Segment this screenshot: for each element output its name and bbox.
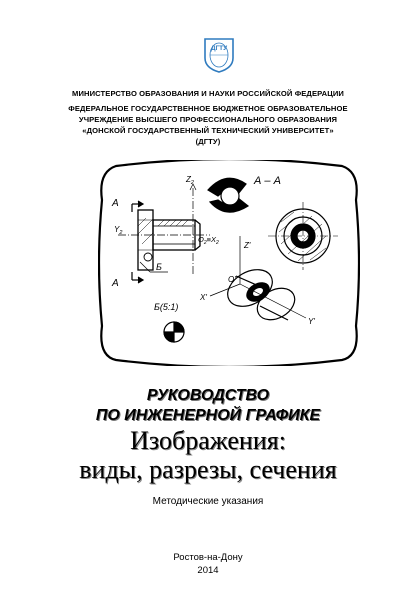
- main-title-line-1: Изображения:: [130, 426, 286, 455]
- main-title-line-2: виды, разрезы, сечения: [79, 455, 337, 484]
- detail-view: [164, 322, 184, 342]
- publication-year: 2014: [197, 565, 219, 576]
- series-line-1: РУКОВОДСТВО: [146, 387, 270, 404]
- arrow-label-top: А: [112, 198, 119, 209]
- section-view: [268, 202, 338, 270]
- arrow-label-bottom: А: [112, 278, 119, 289]
- axis-o2x2-label: $O_2\equiv X_2$: [198, 235, 219, 246]
- axis-x-prime-label: X': [200, 293, 207, 302]
- document-type: Методические указания: [152, 496, 264, 507]
- institution-line-1: ФЕДЕРАЛЬНОЕ ГОСУДАРСТВЕННОЕ БЮДЖЕТНОЕ ОБРАЗОВАТЕЛЬНОЕ: [68, 104, 348, 113]
- axis-z2-label: $Z_2$: [186, 175, 194, 186]
- ministry-name: МИНИСТЕРСТВО ОБРАЗОВАНИЯ И НАУКИ РОССИЙСКОЙ ФЕДЕРАЦИИ: [72, 89, 344, 98]
- publication-place: [40, 551, 376, 577]
- series-line-2: ПО ИНЖЕНЕРНОЙ ГРАФИКЕ: [95, 407, 321, 424]
- view-b-label: Б: [156, 262, 162, 272]
- axis-y2-label: $Y_2$: [114, 225, 123, 236]
- technical-drawing: [98, 160, 360, 366]
- university-abbr: (ДГТУ): [195, 137, 221, 146]
- university-name: «ДОНСКОЙ ГОСУДАРСТВЕННЫЙ ТЕХНИЧЕСКИЙ УНИВЕРСИТЕТ»: [82, 126, 334, 135]
- detail-label: Б(5:1): [154, 302, 179, 312]
- logo-text: ДГТУ: [210, 45, 228, 52]
- university-emblem-icon: [202, 36, 236, 74]
- front-view: [138, 210, 200, 270]
- city-name: Ростов-на-Дону: [173, 552, 243, 563]
- axis-z-prime-label: Z': [244, 241, 251, 250]
- top-section: [208, 178, 248, 212]
- origin-prime-label: O': [228, 275, 236, 284]
- section-label: А – А: [254, 175, 281, 187]
- institution-header: [40, 88, 376, 147]
- institution-line-2: УЧРЕЖДЕНИЕ ВЫСШЕГО ПРОФЕССИОНАЛЬНОГО ОБРАЗОВАНИЯ: [78, 115, 338, 124]
- axis-y-prime-label: Y': [308, 317, 315, 326]
